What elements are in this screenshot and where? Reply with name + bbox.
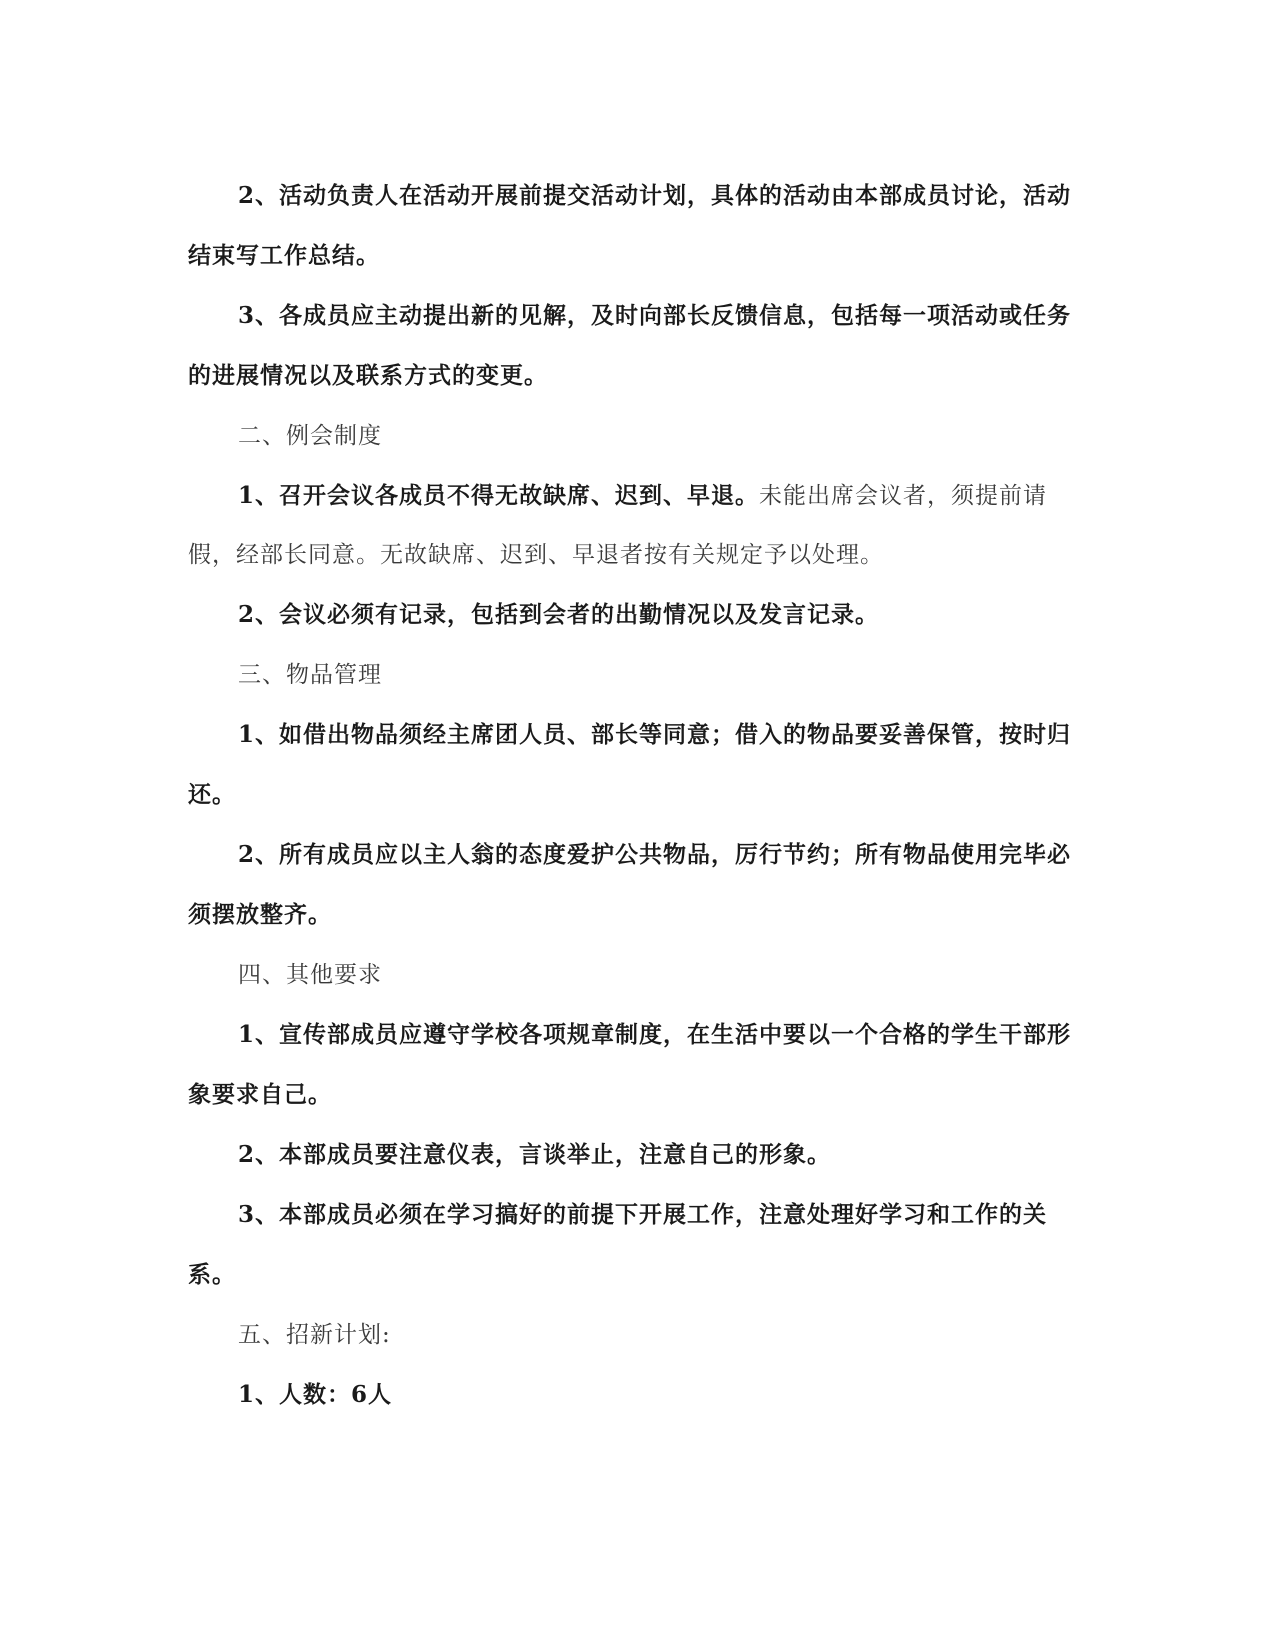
section-heading: 三、物品管理 [238,662,382,688]
section-heading: 五、招新计划: [238,1322,391,1348]
section-heading: 二、例会制度 [238,423,382,449]
paragraph: 3、各成员应主动提出新的见解，及时向部长反馈信息，包括每一项活动或任务的进展情况以及联系方式的变更。 [188,302,1072,389]
paragraph: 1、召开会议各成员不得无故缺席、迟到、早退。未能出席会议者，须提前请假，经部长同意。无故缺席、迟到、早退者按有关规定予以处理。 [188,482,1048,568]
section-heading: 四、其他要求 [238,962,382,988]
paragraph: 1、宣传部成员应遵守学校各项规章制度，在生活中要以一个合格的学生干部形象要求自己。 [188,1021,1072,1108]
paragraph: 2、所有成员应以主人翁的态度爱护公共物品，厉行节约；所有物品使用完毕必须摆放整齐。 [188,841,1072,928]
paragraph: 2、活动负责人在活动开展前提交活动计划，具体的活动由本部成员讨论，活动结束写工作总结。 [188,182,1072,269]
document-body [188,166,1078,1425]
paragraph: 1、如借出物品须经主席团人员、部长等同意；借入的物品要妥善保管，按时归还。 [188,721,1072,808]
paragraph: 1、人数：6人 [238,1381,393,1408]
paragraph: 2、会议必须有记录，包括到会者的出勤情况以及发言记录。 [238,601,880,628]
paragraph: 3、本部成员必须在学习搞好的前提下开展工作，注意处理好学习和工作的关系。 [188,1201,1048,1288]
paragraph: 2、本部成员要注意仪表，言谈举止，注意自己的形象。 [238,1141,832,1168]
